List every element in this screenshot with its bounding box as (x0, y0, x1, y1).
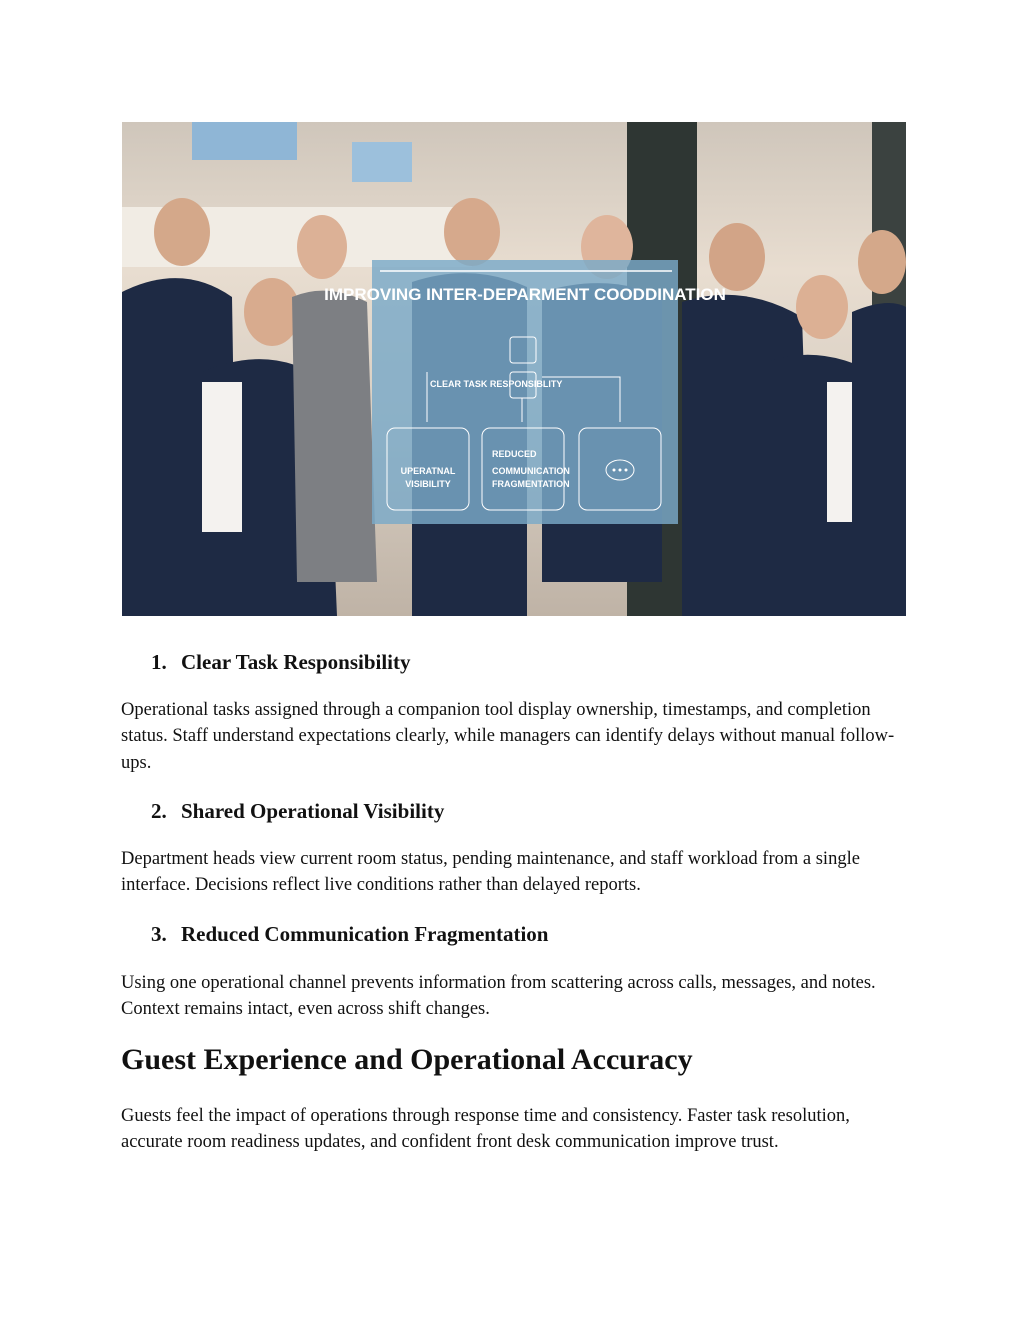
lobby-screen (352, 142, 412, 182)
section-number: 3. (151, 922, 167, 946)
section-heading-2 (151, 799, 444, 824)
section-number: 1. (151, 650, 167, 674)
infographic-title: IMPROVING INTER-DEPARMENT COODDINATION (324, 285, 726, 304)
svg-text:FRAGMENTATION: FRAGMENTATION (492, 479, 570, 489)
infographic-panel (324, 260, 726, 524)
section-body-3: Using one operational channel prevents information from scattering across calls, messages, and notes. Context remains intact, even across shift changes. (121, 973, 876, 1020)
section-title: Shared Operational Visibility (181, 799, 445, 823)
svg-text:VISIBILITY: VISIBILITY (405, 479, 451, 489)
section-body-1: Operational tasks assigned through a companion tool display ownership, timestamps, and completion status. Staff understand expectations clearly, while managers can identify delays without manual follow-ups. (121, 700, 895, 773)
section-body-2: Department heads view current room status, pending maintenance, and staff workload from a single interface. Decisions reflect live conditions rather than delayed reports. (121, 849, 860, 896)
photo-illustration (122, 122, 906, 616)
section-heading-1 (151, 650, 411, 675)
closing-paragraph: Guests feel the impact of operations through response time and consistency. Faster task resolution, accurate room readiness updates, and confident front desk communication improve trust. (121, 1106, 850, 1153)
svg-text:REDUCED: REDUCED (492, 449, 537, 459)
section-number: 2. (151, 799, 167, 823)
section-heading-3 (151, 922, 548, 947)
infographic-label-1: CLEAR TASK RESPONSIBLITY (430, 379, 563, 389)
section-title: Reduced Communication Fragmentation (181, 922, 549, 946)
section-heading-guest-experience: Guest Experience and Operational Accuracy (121, 1043, 693, 1076)
hotel-staff-infographic-photo (122, 122, 906, 616)
lobby-screen (192, 122, 297, 160)
svg-text:UPERATNAL: UPERATNAL (400, 466, 456, 476)
section-title: Clear Task Responsibility (181, 650, 411, 674)
svg-text:COMMUNICATION: COMMUNICATION (492, 466, 570, 476)
